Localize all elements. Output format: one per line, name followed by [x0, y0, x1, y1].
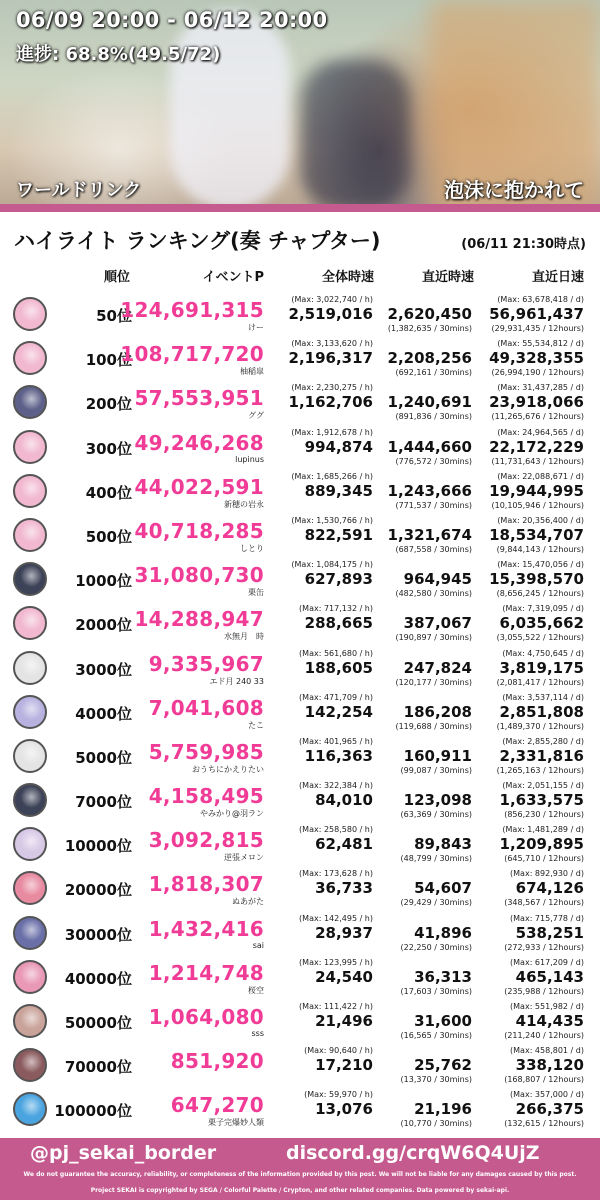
rank-label: 4000位	[75, 704, 132, 723]
recent-daily: 49,328,355	[489, 349, 584, 368]
header-recent-daily: 直近日速	[531, 270, 584, 285]
recent-12hours: (3,055,522 / 12hours)	[496, 633, 584, 643]
rank-label: 2000位	[75, 616, 132, 635]
recent-speed: 123,098	[403, 791, 472, 810]
rank-label: 30000位	[64, 925, 132, 944]
rank-label: 20000位	[64, 881, 132, 900]
recent-daily: 6,035,662	[499, 614, 584, 633]
recent-12hours: (10,105,946 / 12hours)	[491, 500, 584, 510]
player-name: しとり	[240, 543, 264, 553]
recent-speed: 1,321,674	[387, 525, 472, 544]
player-name: sss	[251, 1029, 264, 1038]
rank-label: 400位	[85, 483, 132, 502]
recent-30min: (99,087 / 30mins)	[400, 765, 472, 775]
max-hourly: (Max: 3,022,740 / h)	[291, 295, 373, 304]
rank-label: 300位	[85, 439, 132, 458]
max-daily: (Max: 15,470,056 / d)	[497, 560, 584, 570]
max-daily: (Max: 1,481,289 / d)	[502, 825, 584, 835]
max-daily: (Max: 551,982 / d)	[510, 1002, 584, 1011]
rank-label: 50000位	[64, 1014, 132, 1032]
max-daily: (Max: 617,209 / d)	[510, 957, 584, 967]
max-hourly: (Max: 123,995 / h)	[299, 957, 373, 967]
banner-stripe	[0, 204, 600, 212]
overall-speed: 142,254	[304, 702, 373, 721]
overall-speed: 24,540	[315, 967, 373, 986]
avatar	[13, 871, 47, 905]
event-points: 108,717,720	[120, 342, 264, 367]
recent-speed: 1,444,660	[387, 437, 472, 456]
recent-speed: 2,620,450	[387, 305, 472, 323]
event-points: 57,553,951	[134, 386, 264, 411]
recent-speed: 21,196	[414, 1100, 472, 1119]
ranking-table	[0, 292, 600, 1132]
overall-speed: 84,010	[315, 791, 373, 810]
recent-12hours: (235,988 / 12hours)	[504, 986, 584, 996]
recent-daily: 3,819,175	[499, 658, 584, 677]
recent-30min: (29,429 / 30mins)	[400, 898, 472, 908]
overall-speed: 116,363	[304, 746, 373, 765]
table-row	[0, 690, 600, 734]
event-points: 49,246,268	[134, 430, 264, 455]
recent-30min: (16,565 / 30mins)	[400, 1031, 472, 1040]
recent-12hours: (11,265,676 / 12hours)	[491, 412, 584, 422]
avatar	[13, 827, 47, 861]
max-daily: (Max: 22,088,671 / d)	[497, 471, 584, 481]
recent-30min: (692,161 / 30mins)	[395, 368, 472, 378]
recent-30min: (48,799 / 30mins)	[400, 854, 472, 864]
recent-daily: 338,120	[515, 1056, 584, 1075]
rank-label: 40000位	[64, 969, 132, 988]
recent-speed: 1,243,666	[387, 481, 472, 500]
table-row	[0, 292, 600, 336]
max-daily: (Max: 2,051,155 / d)	[502, 781, 584, 791]
avatar	[13, 1092, 47, 1126]
avatar	[13, 430, 47, 464]
table-row	[0, 557, 600, 601]
twitter-handle: @pj_sekai_border	[30, 1142, 217, 1164]
max-hourly: (Max: 59,970 / h)	[304, 1090, 373, 1100]
event-banner	[0, 0, 600, 212]
avatar	[13, 606, 47, 640]
player-name: やみかり@羽ラン	[200, 809, 264, 819]
recent-daily: 2,851,808	[499, 702, 584, 721]
table-row	[0, 513, 600, 557]
recent-12hours: (272,933 / 12hours)	[504, 942, 584, 952]
event-period: 06/09 20:00 - 06/12 20:00	[16, 8, 328, 32]
recent-daily: 1,209,895	[499, 835, 584, 854]
recent-30min: (1,382,635 / 30mins)	[387, 324, 472, 333]
overall-speed: 21,496	[315, 1012, 373, 1030]
recent-daily: 19,944,995	[489, 481, 584, 500]
recent-30min: (13,370 / 30mins)	[400, 1075, 472, 1085]
recent-speed: 2,208,256	[387, 349, 472, 368]
banner-art	[300, 60, 410, 210]
recent-speed: 1,240,691	[387, 393, 472, 412]
recent-daily: 2,331,816	[499, 746, 584, 765]
max-hourly: (Max: 2,230,275 / h)	[291, 383, 373, 393]
player-name: ググ	[248, 411, 264, 421]
max-hourly: (Max: 90,640 / h)	[304, 1046, 373, 1056]
event-points: 31,080,730	[134, 563, 264, 588]
recent-speed: 247,824	[403, 658, 472, 677]
recent-12hours: (348,567 / 12hours)	[504, 898, 584, 908]
player-name: 水無月 時	[224, 632, 264, 642]
max-hourly: (Max: 1,530,766 / h)	[291, 515, 373, 525]
avatar	[13, 1048, 47, 1082]
max-daily: (Max: 892,930 / d)	[510, 869, 584, 879]
max-hourly: (Max: 561,680 / h)	[299, 648, 373, 658]
rank-label: 70000位	[64, 1058, 132, 1077]
footer	[0, 1138, 600, 1200]
rank-label: 3000位	[75, 660, 132, 679]
overall-speed: 36,733	[315, 879, 373, 898]
recent-30min: (687,558 / 30mins)	[395, 544, 472, 554]
rank-label: 50位	[96, 307, 132, 325]
event-points: 14,288,947	[134, 607, 264, 632]
table-row	[0, 601, 600, 645]
max-hourly: (Max: 471,709 / h)	[299, 692, 373, 702]
event-points: 4,158,495	[148, 784, 264, 809]
player-name: おうちにかえりたい	[192, 764, 264, 774]
overall-speed: 994,874	[304, 437, 373, 456]
overall-speed: 17,210	[315, 1056, 373, 1075]
player-name: lupinus	[235, 454, 264, 464]
overall-speed: 822,591	[304, 525, 373, 544]
recent-daily: 22,172,229	[489, 437, 584, 456]
avatar	[13, 518, 47, 552]
recent-daily: 18,534,707	[489, 525, 584, 544]
recent-30min: (190,897 / 30mins)	[395, 633, 472, 643]
header-recent-speed: 直近時速	[421, 270, 474, 285]
recent-speed: 89,843	[414, 835, 472, 854]
rank-label: 7000位	[75, 793, 132, 812]
recent-30min: (771,537 / 30mins)	[395, 500, 472, 510]
player-name: 栗子完爆妙人類	[208, 1118, 264, 1128]
recent-12hours: (1,265,163 / 12hours)	[496, 765, 584, 775]
rank-label: 1000位	[75, 572, 132, 591]
table-row	[0, 380, 600, 424]
recent-30min: (891,836 / 30mins)	[395, 412, 472, 422]
recent-speed: 31,600	[414, 1012, 472, 1030]
avatar	[13, 695, 47, 729]
max-daily: (Max: 3,537,114 / d)	[502, 692, 584, 702]
recent-30min: (63,369 / 30mins)	[400, 810, 472, 820]
rank-label: 10000位	[64, 837, 132, 856]
max-daily: (Max: 715,778 / d)	[510, 913, 584, 923]
page-title: ハイライト ランキング(奏 チャプター)	[14, 229, 381, 253]
avatar	[13, 1004, 47, 1038]
max-daily: (Max: 31,437,285 / d)	[497, 383, 584, 393]
player-name: sai	[252, 940, 264, 950]
table-row	[0, 911, 600, 955]
event-points: 7,041,608	[148, 695, 264, 720]
recent-daily: 56,961,437	[489, 305, 584, 323]
player-name: 栗缶	[248, 588, 264, 598]
max-hourly: (Max: 401,965 / h)	[299, 736, 373, 746]
event-points: 5,759,985	[148, 739, 264, 764]
table-row	[0, 999, 600, 1043]
disclaimer: We do not guarantee the accuracy, reliability, or completeness of the information provided by this post. We will not be liable for any damages caused by this post.	[23, 1171, 577, 1178]
recent-speed: 25,762	[414, 1056, 472, 1075]
recent-daily: 465,143	[515, 967, 584, 986]
recent-speed: 36,313	[414, 967, 472, 986]
recent-30min: (482,580 / 30mins)	[395, 589, 472, 599]
max-daily: (Max: 55,534,812 / d)	[497, 339, 584, 349]
max-daily: (Max: 7,319,095 / d)	[502, 604, 584, 614]
overall-speed: 1,162,706	[288, 393, 373, 412]
event-points: 40,718,285	[134, 518, 264, 543]
max-daily: (Max: 4,750,645 / d)	[502, 648, 584, 658]
recent-daily: 23,918,066	[489, 393, 584, 412]
max-daily: (Max: 357,000 / d)	[510, 1090, 584, 1100]
player-name: 逆張メロン	[224, 853, 264, 863]
event-points: 1,064,080	[148, 1005, 264, 1029]
rank-label: 100位	[85, 351, 132, 370]
table-row	[0, 469, 600, 513]
player-name: 柚稲皐	[240, 367, 264, 377]
recent-30min: (22,250 / 30mins)	[400, 942, 472, 952]
table-row	[0, 955, 600, 999]
avatar	[13, 739, 47, 773]
recent-30min: (120,177 / 30mins)	[395, 677, 472, 687]
rank-label: 500位	[85, 527, 132, 546]
overall-speed: 2,196,317	[288, 349, 373, 368]
recent-30min: (10,770 / 30mins)	[400, 1119, 472, 1129]
event-points: 124,691,315	[120, 298, 264, 322]
recent-12hours: (29,931,435 / 12hours)	[491, 324, 584, 333]
avatar	[13, 783, 47, 817]
max-hourly: (Max: 142,495 / h)	[299, 913, 373, 923]
recent-12hours: (8,656,245 / 12hours)	[496, 589, 584, 599]
event-points: 3,092,815	[148, 828, 264, 853]
event-points: 9,335,967	[148, 651, 264, 676]
recent-12hours: (11,731,643 / 12hours)	[491, 456, 584, 466]
recent-daily: 414,435	[515, 1012, 584, 1030]
table-row	[0, 646, 600, 690]
overall-speed: 288,665	[304, 614, 373, 633]
table-row	[0, 336, 600, 380]
max-daily: (Max: 63,678,418 / d)	[497, 295, 584, 304]
max-hourly: (Max: 1,685,266 / h)	[291, 471, 373, 481]
event-points: 1,214,748	[148, 960, 264, 985]
recent-12hours: (211,240 / 12hours)	[504, 1031, 584, 1040]
recent-12hours: (1,489,370 / 12hours)	[496, 721, 584, 731]
overall-speed: 2,519,016	[288, 305, 373, 323]
recent-speed: 41,896	[414, 923, 472, 942]
max-hourly: (Max: 1,084,175 / h)	[291, 560, 373, 570]
banner-left-title: ワールドリンク	[16, 180, 142, 201]
avatar	[13, 562, 47, 596]
table-row	[0, 1043, 600, 1087]
max-hourly: (Max: 1,912,678 / h)	[291, 427, 373, 437]
avatar	[13, 474, 47, 508]
player-name: たこ	[248, 720, 264, 730]
table-row	[0, 866, 600, 910]
recent-daily: 15,398,570	[489, 570, 584, 589]
avatar	[13, 651, 47, 685]
recent-12hours: (132,615 / 12hours)	[504, 1119, 584, 1129]
header-rank: 順位	[103, 270, 130, 285]
recent-speed: 387,067	[403, 614, 472, 633]
avatar	[13, 960, 47, 994]
recent-30min: (119,688 / 30mins)	[395, 721, 472, 731]
recent-daily: 266,375	[515, 1100, 584, 1119]
recent-daily: 1,633,575	[499, 791, 584, 810]
max-daily: (Max: 20,356,400 / d)	[497, 515, 584, 525]
rank-label: 100000位	[54, 1102, 132, 1121]
recent-speed: 964,945	[403, 570, 472, 589]
avatar	[13, 916, 47, 950]
event-points: 44,022,591	[134, 474, 264, 499]
event-points: 1,818,307	[148, 872, 264, 897]
max-hourly: (Max: 258,580 / h)	[299, 825, 373, 835]
recent-12hours: (2,081,417 / 12hours)	[496, 677, 584, 687]
banner-right-title: 泡沫に抱かれて	[444, 178, 584, 202]
recent-12hours: (9,844,143 / 12hours)	[496, 544, 584, 554]
player-name: 新穂の岩永	[224, 499, 264, 509]
player-name: 桜空	[248, 985, 264, 995]
avatar	[13, 385, 47, 419]
header-overall-speed: 全体時速	[321, 270, 374, 285]
table-row	[0, 734, 600, 778]
player-name: エド月 240 33	[209, 676, 264, 686]
event-points: 647,270	[170, 1093, 264, 1118]
recent-30min: (17,603 / 30mins)	[400, 986, 472, 996]
recent-daily: 674,126	[515, 879, 584, 898]
recent-30min: (776,572 / 30mins)	[395, 456, 472, 466]
header-points: イベントP	[202, 270, 264, 285]
max-hourly: (Max: 322,384 / h)	[299, 781, 373, 791]
table-row	[0, 778, 600, 822]
avatar	[13, 341, 47, 375]
discord-link: discord.gg/crqW6Q4UjZ	[286, 1142, 540, 1164]
max-hourly: (Max: 111,422 / h)	[299, 1002, 373, 1011]
table-row	[0, 1087, 600, 1131]
overall-speed: 188,605	[304, 658, 373, 677]
overall-speed: 889,345	[304, 481, 373, 500]
timestamp: (06/11 21:30時点)	[461, 237, 586, 252]
recent-12hours: (168,807 / 12hours)	[504, 1075, 584, 1085]
recent-12hours: (26,994,190 / 12hours)	[491, 368, 584, 378]
event-progress: 進捗: 68.8%(49.5/72)	[16, 44, 221, 65]
event-points: 1,432,416	[148, 916, 264, 941]
max-hourly: (Max: 173,628 / h)	[299, 869, 373, 879]
max-hourly: (Max: 3,133,620 / h)	[291, 339, 373, 349]
overall-speed: 627,893	[304, 570, 373, 589]
avatar	[13, 297, 47, 331]
recent-speed: 54,607	[414, 879, 472, 898]
max-hourly: (Max: 717,132 / h)	[299, 604, 373, 614]
overall-speed: 13,076	[315, 1100, 373, 1119]
overall-speed: 62,481	[315, 835, 373, 854]
table-row	[0, 822, 600, 866]
recent-speed: 186,208	[403, 702, 472, 721]
player-name: けー	[248, 323, 264, 332]
recent-12hours: (856,230 / 12hours)	[504, 810, 584, 820]
recent-speed: 160,911	[403, 746, 472, 765]
max-daily: (Max: 458,801 / d)	[510, 1046, 584, 1056]
player-name: ぬあがた	[232, 897, 264, 907]
recent-daily: 538,251	[515, 923, 584, 942]
rank-label: 5000位	[75, 748, 132, 767]
overall-speed: 28,937	[315, 923, 373, 942]
max-daily: (Max: 24,964,565 / d)	[497, 427, 584, 437]
rank-label: 200位	[85, 395, 132, 414]
event-points: 851,920	[170, 1049, 264, 1074]
recent-12hours: (645,710 / 12hours)	[504, 854, 584, 864]
max-daily: (Max: 2,855,280 / d)	[502, 736, 584, 746]
copyright: Project SEKAI is copyrighted by SEGA / Colorful Palette / Crypton, and other related companies. Data powered by sekai-api.	[90, 1187, 510, 1194]
table-row	[0, 425, 600, 469]
